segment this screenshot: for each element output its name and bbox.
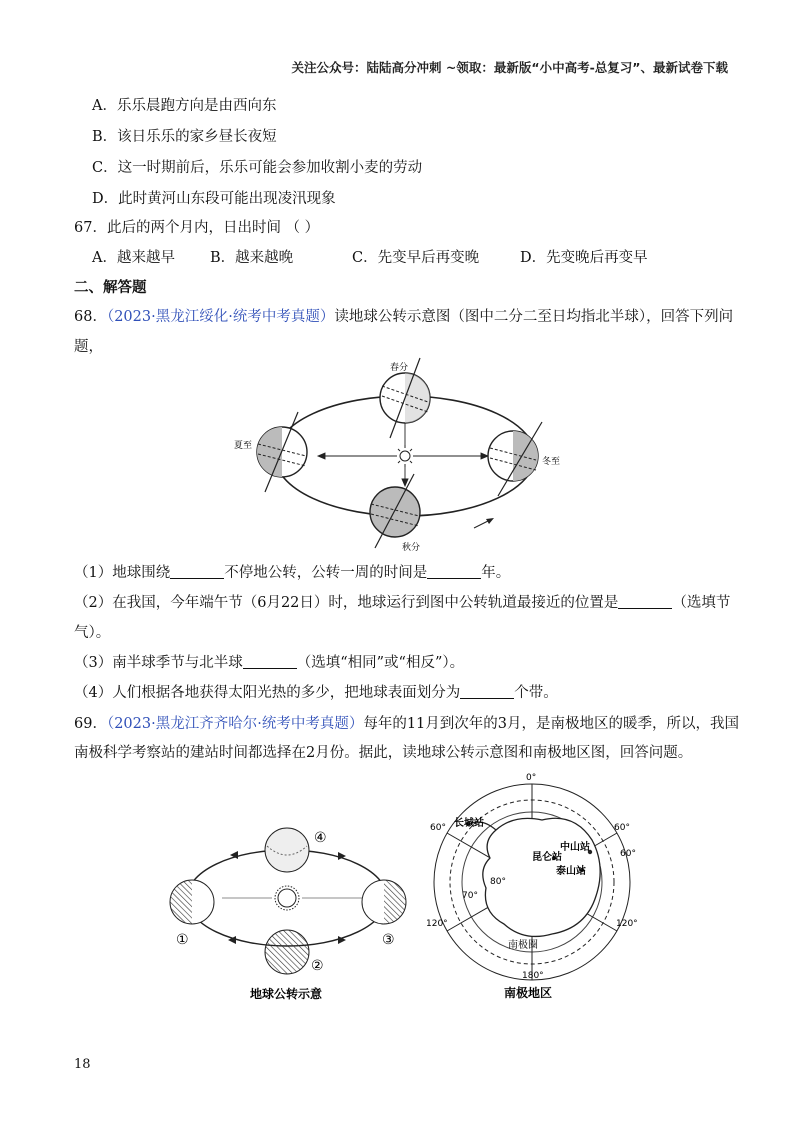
q68-blank-2[interactable] xyxy=(427,564,481,579)
page-number: 18 xyxy=(74,1057,91,1072)
q67-option-a: A．越来越早 xyxy=(92,250,175,266)
q68-sub3: （3）南半球季节与北半球 （选填“相同”或“相反”）。 xyxy=(74,655,465,671)
sun-icon xyxy=(275,886,299,910)
label-summer: 夏至 xyxy=(234,441,253,451)
q68-stem-text: 读地球公转示意图（图中二分二至日均指北半球），回答下列问 xyxy=(334,309,734,325)
q67-option-b: B．越来越晚 xyxy=(210,250,294,266)
revolution-diagram-2 xyxy=(150,820,420,1005)
q69-number: 69． xyxy=(74,716,107,732)
station-kunlun: 昆仑站 xyxy=(532,852,562,863)
q66-option-b: B．该日乐乐的家乡昼长夜短 xyxy=(92,129,277,145)
earth-winter-solstice xyxy=(488,422,560,496)
deg-60-right-2: 60° xyxy=(620,849,636,859)
station-great-wall: 长城站 xyxy=(454,818,484,829)
sun-icon xyxy=(394,445,416,467)
deg-120-right: 120° xyxy=(616,919,638,929)
q67-stem: 67．此后的两个月内，日出时间 （ ） xyxy=(74,220,320,236)
station-zhongshan: 中山站 xyxy=(560,842,590,853)
fig2-caption: 南极地区 xyxy=(504,986,553,1000)
q68-stem-cont: 题， xyxy=(74,339,103,355)
antarctic-circle-label: 南极圈 xyxy=(508,940,538,951)
orbit-direction-arrow-icon xyxy=(474,518,494,528)
station-taishan: 泰山站 xyxy=(556,866,586,877)
label-spring: 春分 xyxy=(390,363,409,373)
q68-source: （2023·黑龙江绥化·统考中考真题） xyxy=(106,309,335,325)
q68-number: 68． xyxy=(74,309,107,325)
deg-120-left: 120° xyxy=(426,919,448,929)
deg-80: 80° xyxy=(490,877,506,887)
marker-1: ① xyxy=(176,932,189,948)
q66-option-d: D．此时黄河山东段可能出现凌汛现象 xyxy=(92,191,336,207)
q67-option-c: C．先变早后再变晚 xyxy=(352,250,480,266)
q68-blank-4[interactable] xyxy=(243,654,297,669)
deg-0: 0° xyxy=(526,773,537,783)
fig1-caption: 地球公转示意 xyxy=(250,987,323,1001)
q68-blank-1[interactable] xyxy=(170,564,224,579)
deg-60-left: 60° xyxy=(430,823,446,833)
q67-option-d: D．先变晚后再变早 xyxy=(520,250,648,266)
q68-blank-5[interactable] xyxy=(460,684,514,699)
page-header: 关注公众号：陆陆高分冲刺 ~领取：最新版“小中高考-总复习”、最新试卷下载 xyxy=(291,60,728,75)
q68-sub2: （2）在我国，今年端午节（6月22日）时，地球运行到图中公转轨道最接近的位置是 （选填节 xyxy=(74,595,731,611)
earth-autumn-equinox xyxy=(370,474,420,553)
earth-position-2 xyxy=(265,930,324,974)
revolution-diagram-1 xyxy=(230,356,560,556)
q68-sub4: （4）人们根据各地获得太阳光热的多少，把地球表面划分为 个带。 xyxy=(74,685,558,701)
deg-60-right: 60° xyxy=(614,823,630,833)
q68-blank-3[interactable] xyxy=(618,594,672,609)
deg-70: 70° xyxy=(462,891,478,901)
earth-position-1 xyxy=(170,880,214,948)
q68-sub1: （1）地球围绕 不停地公转，公转一周的时间是 年。 xyxy=(74,565,511,581)
earth-position-4 xyxy=(265,828,327,872)
q68-sub2-cont: 气）。 xyxy=(74,625,111,641)
antarctic-map xyxy=(424,770,644,1005)
marker-2: ② xyxy=(311,958,324,974)
marker-4: ④ xyxy=(314,830,327,846)
marker-3: ③ xyxy=(382,932,395,948)
q66-option-c: C．这一时期前后，乐乐可能会参加收割小麦的劳动 xyxy=(92,160,423,176)
q69-stem: 69．（2023·黑龙江齐齐哈尔·统考中考真题）每年的11月到次年的3月，是南极地区的暖季，所以，我国 xyxy=(74,716,740,732)
q69-source: （2023·黑龙江齐齐哈尔·统考中考真题） xyxy=(106,716,364,732)
label-autumn: 秋分 xyxy=(402,543,421,553)
q68-stem xyxy=(74,307,733,327)
section-title: 二、解答题 xyxy=(74,280,147,296)
deg-180: 180° xyxy=(522,971,544,981)
label-winter: 冬至 xyxy=(542,457,560,467)
earth-position-3 xyxy=(362,880,406,948)
q66-option-a: A．乐乐晨跑方向是由西向东 xyxy=(92,98,277,114)
q69-stem-cont: 南极科学考察站的建站时间都选择在2月份。据此，读地球公转示意图和南极地区图，回答问题。 xyxy=(74,745,693,761)
